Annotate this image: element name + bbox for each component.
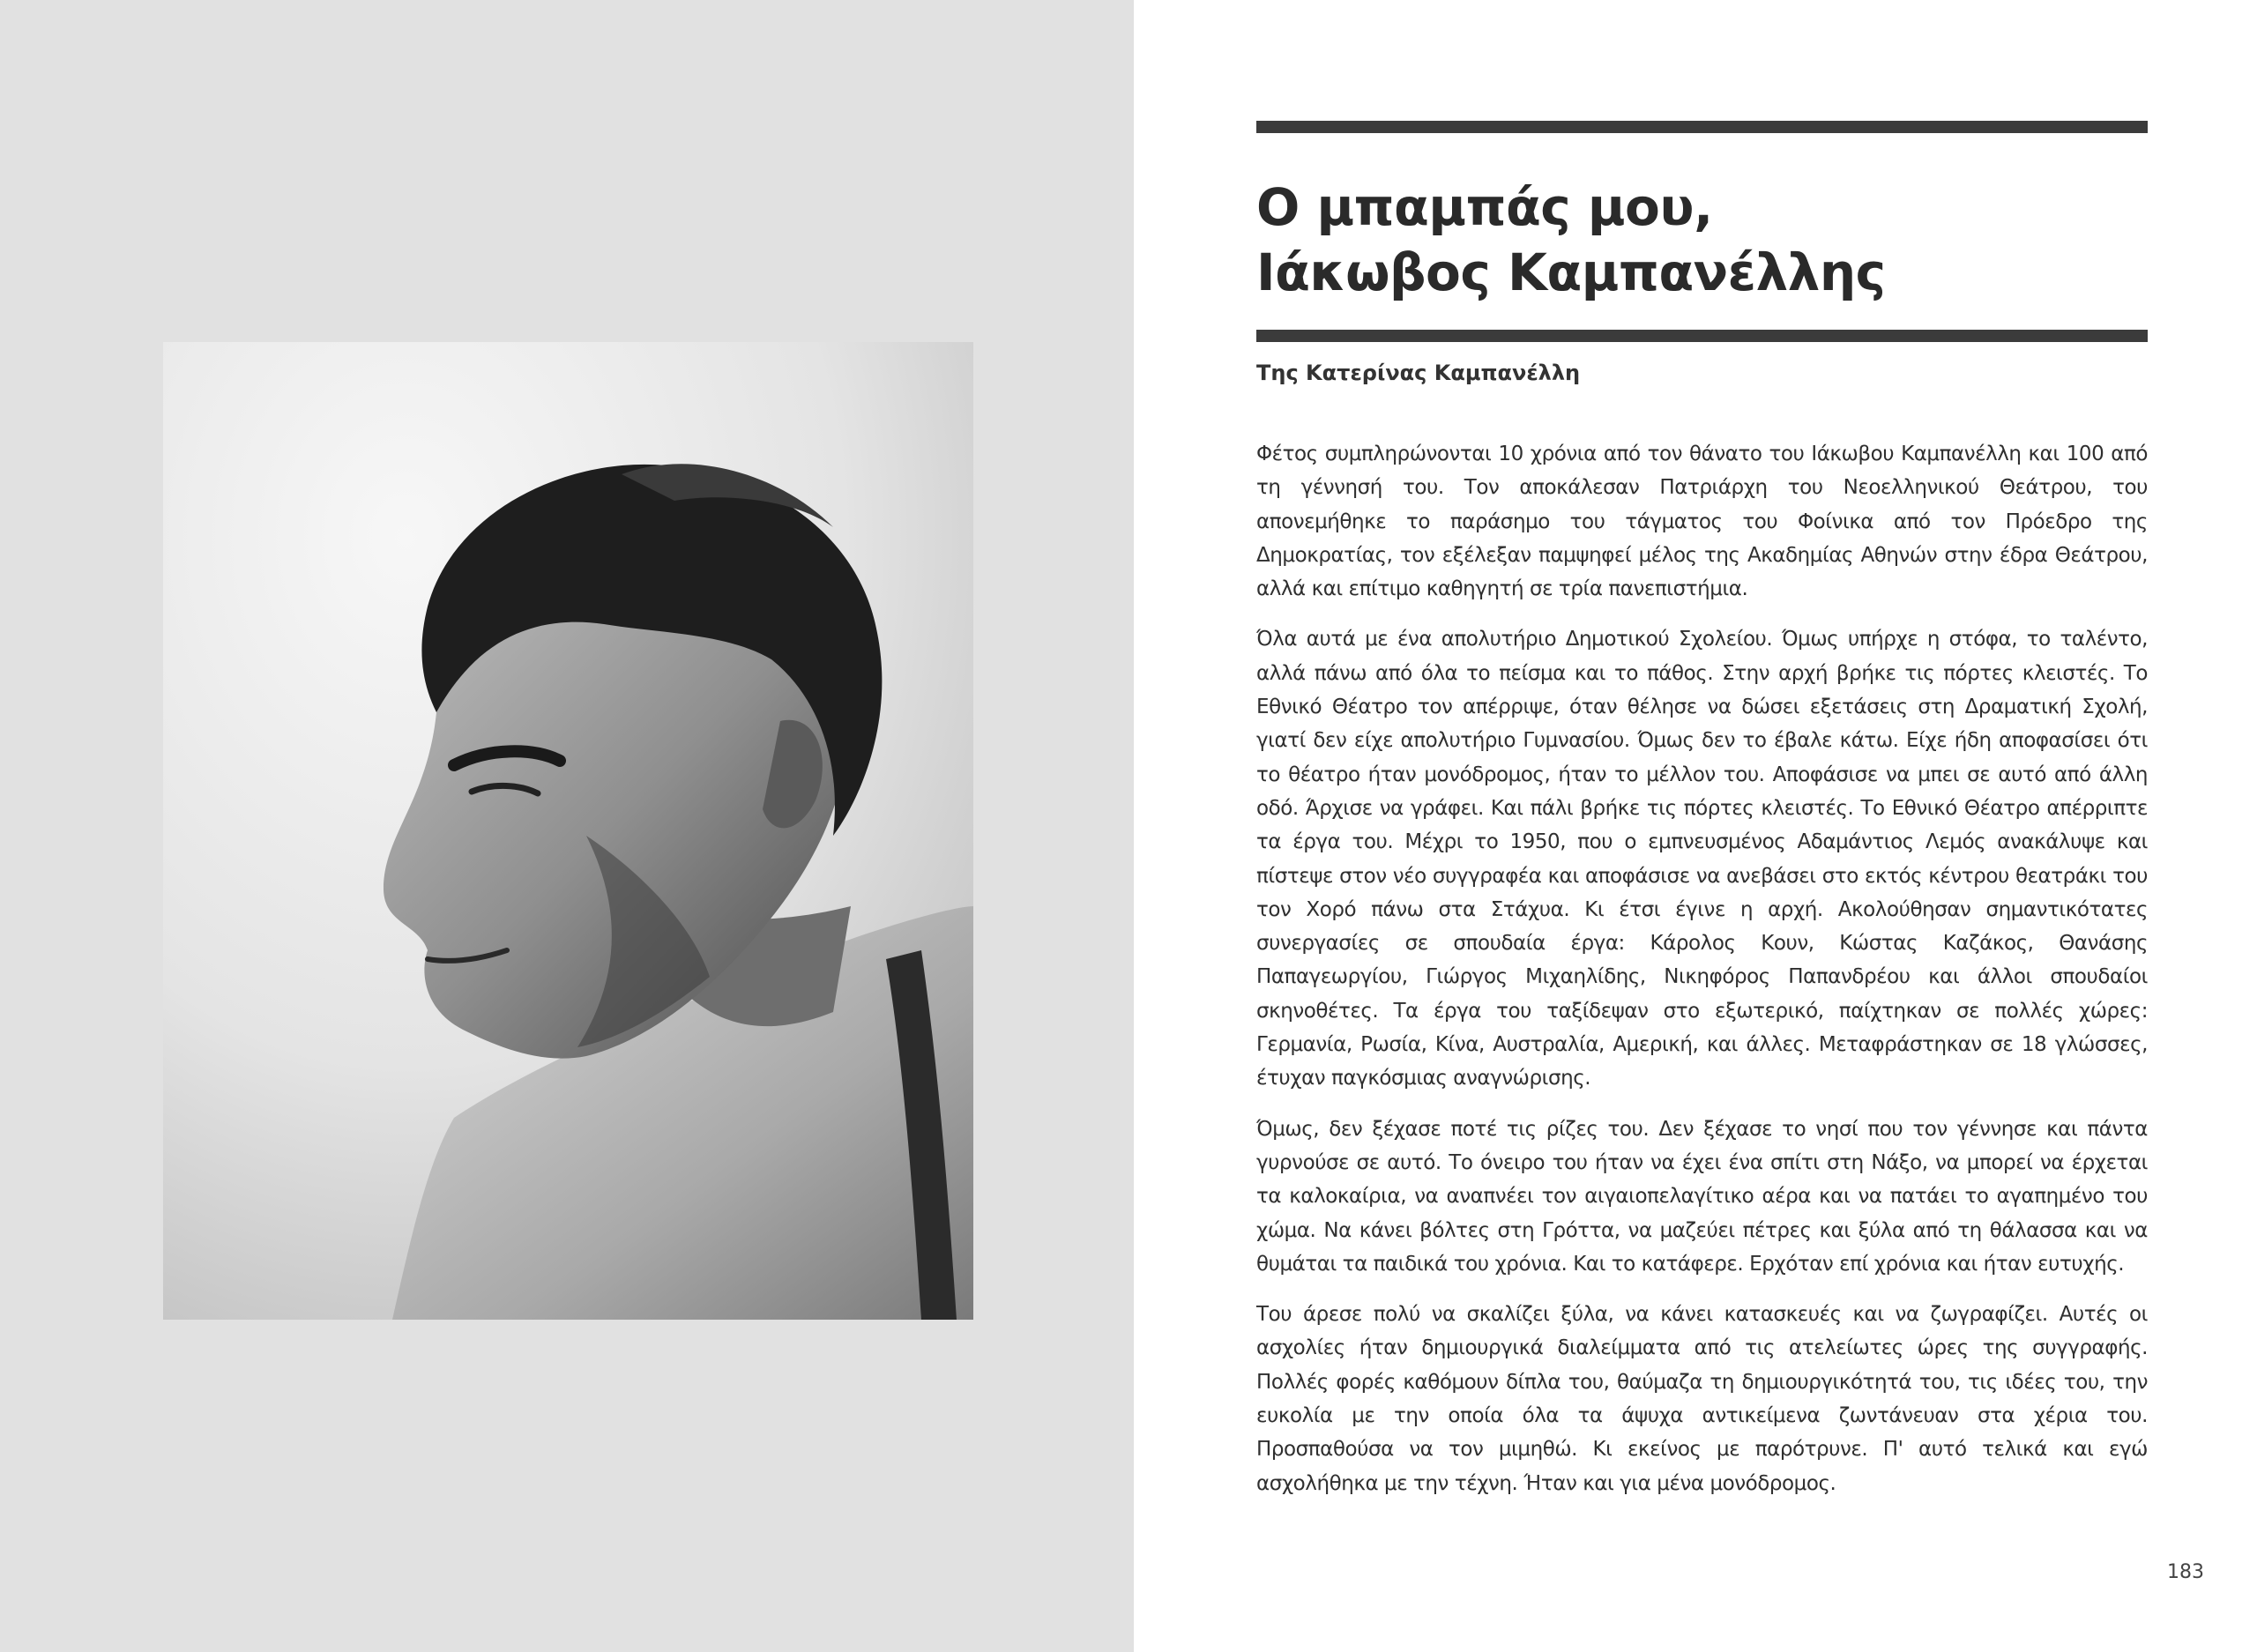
article-title-line-2: Ιάκωβος Καμπανέλλης bbox=[1256, 242, 1886, 302]
body-paragraph-3: Όμως, δεν ξέχασε ποτέ τις ρίζες του. Δεν ξέχασε το νησί που τον γέννησε και πάντα γυρνούσε σε αυτό. Το όνειρο του ήταν να έχει ένα σπίτι στη Νάξο, να μπορεί να έρχεται τα καλοκαίρια, να αναπνέει τον αιγαιοπελαγίτικο αέρα και να πατάει το αγαπημένο του χώμα. Να κάνει βόλτες στη Γρόττα, να μαζεύει πέτρες και ξύλα από τη θάλασσα και να θυμάται τα παιδικά του χρόνια. Και το κατάφερε. Ερχόταν επί χρόνια και ήταν ευτυχής. bbox=[1256, 1117, 2148, 1276]
body-paragraph-1: Φέτος συμπληρώνονται 10 χρόνια από τον θάνατο του Ιάκωβου Καμπανέλλη και 100 από τη γέννησή του. Τον αποκάλεσαν Πατριάρχη του Νεοελληνικού Θεάτρου, του απονεμήθηκε το παράσημο του τάγματος του Φοίνικα από τον Πρόεδρο της Δημοκρατίας, τον εξέλεξαν παμψηφεί μέλος της Ακαδημίας Αθηνών στην έδρα Θεάτρου, αλλά και επίτιμο καθηγητή σε τρία πανεπιστήμια. bbox=[1256, 443, 2148, 601]
author-byline: Της Κατερίνας Καμπανέλλη bbox=[1256, 361, 1581, 385]
title-top-rule bbox=[1256, 121, 2148, 133]
article-body bbox=[1256, 437, 2148, 1517]
article-title-line-1: Ο μπαμπάς μου, bbox=[1256, 177, 1713, 237]
article-title bbox=[1256, 175, 2148, 305]
portrait-photo bbox=[163, 342, 973, 1320]
title-bottom-rule bbox=[1256, 330, 2148, 342]
body-paragraph-4: Του άρεσε πολύ να σκαλίζει ξύλα, να κάνει κατασκευές και να ζωγραφίζει. Αυτές οι ασχολίες ήταν δημιουργικά διαλείμματα από τις ατελείωτες ώρες της συγγραφής. Πολλές φορές καθόμουν δίπλα του, θαύμαζα τη δημιουργικότητά του, τις ιδέες του, την ευκολία με την οποία όλα τα άψυχα αντικείμενα ζωντάνευαν στα χέρια του. Προσπαθούσα να τον μιμηθώ. Κι εκείνος με παρότρυνε. Π' αυτό τελικά και εγώ ασχολήθηκα με την τέχνη. Ήταν και για μένα μονόδρομος. bbox=[1256, 1303, 2148, 1495]
page-number: 183 bbox=[2167, 1561, 2204, 1583]
body-paragraph-2: Όλα αυτά με ένα απολυτήριο Δημοτικού Σχολείου. Όμως υπήρχε η στόφα, το ταλέντο, αλλά πάνω από όλα το πείσμα και το πάθος. Στην αρχή βρήκε τις πόρτες κλειστές. Το Εθνικό Θέατρο τον απέρριψε, όταν θέλησε να δώσει εξετάσεις στη Δραματική Σχολή, γιατί δεν είχε απολυτήριο Γυμνασίου. Όμως δεν το έβαλε κάτω. Είχε ήδη αποφασίσει ότι το θέατρο ήταν μονόδρομος, ήταν το μέλλον του. Αποφάσισε να μπει σε αυτό από άλλη οδό. Άρχισε να γράφει. Και πάλι βρήκε τις πόρτες κλειστές. Το Εθνικό Θέατρο απέρριπτε τα έργα του. Μέχρι το 1950, που ο εμπνευσμένος Αδαμάντιος Λεμός ανακάλυψε και πίστεψε στον νέο συγγραφέα και αποφάσισε να ανεβάσει στο εκτός κέντρου θεατράκι του τον Χορό πάνω στα Στάχυα. Κι έτσι έγινε η αρχή. Ακολούθησαν σημαντικότατες συνεργασίες σε σπουδαία έργα: Κάρολος Κουν, Κώστας Καζάκος, Θανάσης Παπαγεωργίου, Γιώργος Μιχαηλίδης, Νικηφόρος Παπανδρέου και άλλοι σπουδαίοι σκηνοθέτες. Τα έργα του ταξίδεψαν στο εξωτερικό, παίχτηκαν σε πολλές χώρες: Γερμανία, Ρωσία, Κίνα, Αυστραλία, Αμερική, και άλλες. Μεταφράστηκαν σε 18 γλώσσες, έτυχαν παγκόσμιας αναγνώρισης. bbox=[1256, 628, 2148, 1090]
portrait-illustration bbox=[163, 342, 973, 1320]
